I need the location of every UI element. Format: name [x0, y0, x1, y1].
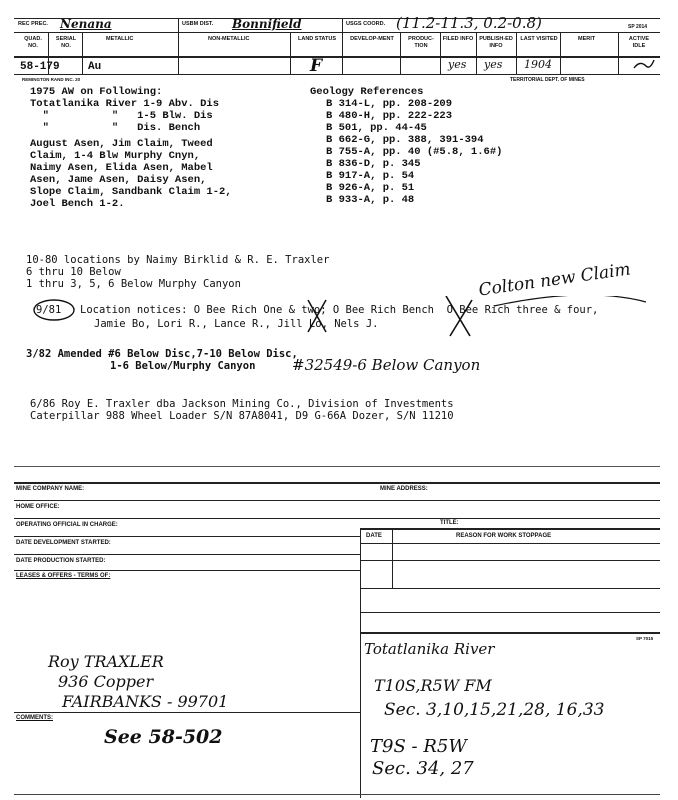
- metallic-label: METALLIC: [106, 36, 134, 42]
- active-idle-label: ACTIVE IDLE: [628, 36, 650, 49]
- hand-river: Totatlanika River: [364, 640, 495, 658]
- last-visited-value: 1904: [524, 58, 552, 71]
- col-div: [178, 18, 179, 74]
- geology-ref: B 314-L, pp. 208-209: [326, 98, 453, 110]
- col-div: [400, 32, 401, 74]
- land-status-value: F: [310, 56, 323, 76]
- aw-line-8: Asen, Jame Asen, Daisy Asen,: [30, 174, 207, 186]
- locations-line-1: 10-80 locations by Naimy Birklid & R. E. Traxler: [26, 254, 330, 266]
- bottom-rule: [14, 794, 660, 795]
- merit-label: MERIT: [578, 36, 596, 42]
- aw-line-7: Naimy Asen, Elida Asen, Mabel: [30, 162, 213, 174]
- col-div: [290, 32, 291, 74]
- date-label: DATE: [366, 533, 382, 539]
- col-div: [618, 32, 619, 74]
- quad-no-label: QUAD. NO.: [24, 36, 42, 49]
- form-rule: [14, 554, 360, 555]
- serial-no-label: SERIAL NO.: [55, 36, 77, 49]
- col-div: [82, 32, 83, 74]
- locations-line-3: 1 thru 3, 5, 6 Below Murphy Canyon: [26, 278, 241, 290]
- mine-company-name-label: MINE COMPANY NAME:: [16, 486, 85, 492]
- header-rule-3: [14, 56, 660, 58]
- notice-line-1: Location notices: O Bee Rich One & two; O Bee Rich Bench O Bee Rich three & four,: [80, 304, 599, 316]
- col-div: [560, 32, 561, 74]
- filed-info-value: yes: [448, 58, 467, 71]
- col-div: [342, 18, 343, 74]
- header-rule-2: [14, 32, 660, 33]
- amend-line-1: 3/82 Amended #6 Below Disc,7-10 Below Disc,: [26, 348, 298, 360]
- last-visited-label: LAST VISITED: [520, 36, 558, 42]
- see-also-note: See 58-502: [104, 726, 223, 748]
- form-rule: [14, 482, 660, 484]
- non-metallic-label: NON-METALLIC: [208, 36, 250, 42]
- geology-ref: B 917-A, p. 54: [326, 170, 415, 182]
- form-number: SP 2014: [628, 24, 648, 30]
- col-div: [476, 32, 477, 74]
- comments-rule: [14, 712, 360, 713]
- aw-line-6: Claim, 1-4 Blw Murphy Cnyn,: [30, 150, 201, 162]
- reason-label: REASON FOR WORK STOPPAGE: [456, 533, 552, 539]
- title-label: TITLE:: [440, 520, 459, 526]
- header-rule-4: [14, 74, 660, 75]
- aw-line-10: Joel Bench 1-2.: [30, 198, 125, 210]
- printer-mark: REMINGTON RAND INC. 20: [22, 77, 81, 82]
- aw-line-3: " " 1-5 Blw. Dis: [30, 110, 213, 122]
- form-rule: [14, 536, 360, 537]
- notice-line-2: Jamie Bo, Lori R., Lance R., Jill Lo, Nels J.: [94, 318, 379, 330]
- date-production-label: DATE PRODUCTION STARTED:: [16, 558, 106, 564]
- form-number-2: SP 7015: [636, 636, 654, 641]
- rec-prec-value: Nenana: [60, 17, 112, 31]
- locations-line-2: 6 thru 10 Below: [26, 266, 121, 278]
- operating-official-label: OPERATING OFFICIAL IN CHARGE:: [16, 522, 118, 528]
- geology-title: Geology References: [310, 86, 424, 98]
- production-label: PRODUC-TION: [408, 36, 434, 49]
- leases-label: LEASES & OFFERS - TERMS OF:: [16, 573, 111, 579]
- geology-ref: B 662-G, pp. 388, 391-394: [326, 134, 484, 146]
- form-rule: [360, 528, 660, 530]
- notice-date: 9/81: [36, 304, 62, 316]
- geology-ref: B 480-H, pp. 222-223: [326, 110, 453, 122]
- hand-township-2: T9S - R5W: [370, 736, 467, 757]
- metallic-value: Au: [88, 61, 102, 73]
- filed-info-label: FILED INFO: [442, 36, 474, 42]
- aw-line-9: Slope Claim, Sandbank Claim 1-2,: [30, 186, 232, 198]
- stoppage-row: [360, 588, 660, 589]
- rec-prec-label: REC PREC.: [18, 21, 48, 27]
- fold-line: [14, 466, 660, 467]
- form-rule: [360, 543, 660, 544]
- stoppage-col-left: [360, 528, 361, 798]
- territorial-label: TERRITORIAL DEPT. OF MINES: [510, 77, 585, 83]
- usbm-dist-value: Bonnifield: [232, 17, 302, 31]
- aw-line-5: August Asen, Jim Claim, Tweed: [30, 138, 213, 150]
- form-rule: [14, 570, 360, 571]
- col-div: [516, 32, 517, 74]
- date-development-label: DATE DEVELOPMENT STARTED:: [16, 540, 111, 546]
- stoppage-row: [360, 612, 660, 613]
- hand-sections-1: Sec. 3,10,15,21,28, 16,33: [384, 700, 605, 720]
- col-div: [440, 32, 441, 74]
- active-check-mark: [630, 56, 658, 74]
- published-info-label: PUBLISH-ED INFO: [479, 36, 513, 49]
- aw-line-2: Totatlanika River 1-9 Abv. Dis: [30, 98, 220, 110]
- stoppage-row: [360, 560, 660, 561]
- form-rule: [14, 518, 660, 519]
- mine-address-label: MINE ADDRESS:: [380, 486, 428, 492]
- geology-ref: B 755-A, pp. 40 (#5.8, 1.6#): [326, 146, 503, 158]
- development-label: DEVELOP-MENT: [350, 36, 394, 42]
- land-status-label: LAND STATUS: [298, 36, 336, 42]
- aw-line-4: " " Dis. Bench: [30, 122, 201, 134]
- stoppage-row: [360, 632, 660, 634]
- usgs-coord-value: (11.2-11.3, 0.2-0.8): [396, 14, 542, 32]
- quad-serial-value: 58-179: [20, 61, 60, 73]
- published-info-value: yes: [484, 58, 503, 71]
- handwritten-canyon: #32549-6 Below Canyon: [292, 356, 481, 374]
- geology-ref: B 926-A, p. 51: [326, 182, 415, 194]
- aw-line-1: 1975 AW on Following:: [30, 86, 163, 98]
- home-office-label: HOME OFFICE:: [16, 504, 60, 510]
- owner-city: FAIRBANKS - 99701: [62, 692, 229, 711]
- usgs-coord-label: USGS COORD.: [346, 21, 386, 27]
- geology-ref: B 836-D, p. 345: [326, 158, 421, 170]
- geology-ref: B 501, pp. 44-45: [326, 122, 427, 134]
- hand-sections-2: Sec. 34, 27: [372, 758, 474, 779]
- traxler-line-2: Caterpillar 988 Wheel Loader S/N 87A8041, D9 G-66A Dozer, S/N 11210: [30, 410, 454, 422]
- traxler-line-1: 6/86 Roy E. Traxler dba Jackson Mining Co., Division of Investments: [30, 398, 454, 410]
- comments-label: COMMENTS:: [16, 715, 53, 721]
- amend-line-2: 1-6 Below/Murphy Canyon: [110, 360, 256, 372]
- stoppage-col-date: [392, 528, 393, 588]
- handwritten-claim-note: Colton new Claim: [477, 259, 632, 301]
- owner-street: 936 Copper: [58, 672, 154, 691]
- geology-ref: B 933-A, p. 48: [326, 194, 415, 206]
- handwritten-marks: [26, 296, 656, 340]
- form-rule: [14, 500, 660, 501]
- usbm-dist-label: USBM DIST.: [182, 21, 214, 27]
- hand-township-1: T10S,R5W FM: [374, 676, 492, 695]
- owner-name: Roy TRAXLER: [48, 652, 164, 671]
